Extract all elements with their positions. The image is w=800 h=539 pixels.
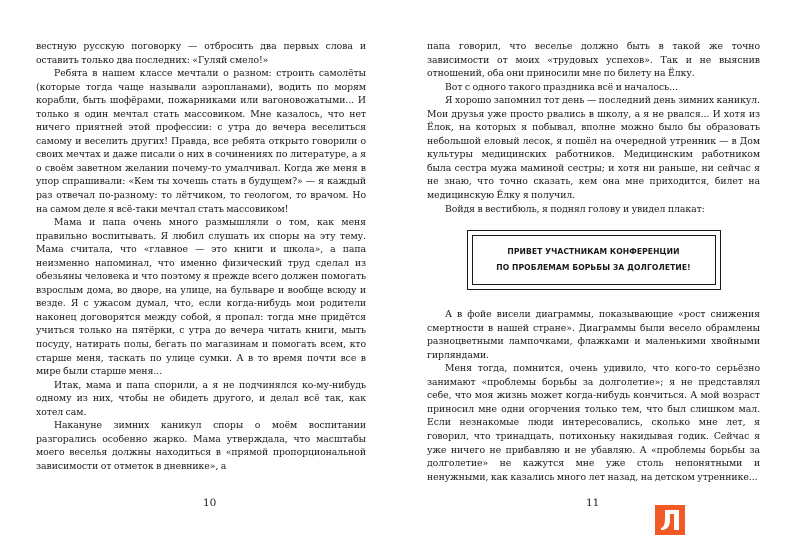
poster-line-2: ПО ПРОБЛЕМАМ БОРЬБЫ ЗА ДОЛГОЛЕТИЕ!: [496, 263, 691, 273]
right-paragraph-1: папа говорил, что веселье должно быть в такой же точно зависимости от моих «трудовых успехов». Так и не выяснив отношений, оба они приносили мне по билету на Ёлку.: [427, 41, 760, 80]
right-paragraph-6: Меня тогда, помнится, очень удивило, что кого-то серьёзно занимают «проблемы борьбы за долголетие»; я не представлял себе, что моя жизнь может когда-нибудь кончиться. А мой возраст приносил мне одни огорчения только тем, что был слишком мал. Если незнакомые люди интересовались, сколько мне лет, я говорил, что тринадцать, потихоньку накидывая годик. Сейчас я уже ничего не прибавляю и не убавляю. А «проблемы борьбы за долголетие» не кажутся мне уже столь непонятными и ненужными, как казались много лет назад, на детском утреннике...: [427, 363, 760, 483]
right-page: [427, 40, 760, 484]
poster-frame: [467, 230, 721, 290]
left-paragraph-1: вестную русскую поговорку — отбросить два первых слова и оставить только два последних: «Гуляй смело!»: [36, 41, 366, 66]
poster-line-1: ПРИВЕТ УЧАСТНИКАМ КОНФЕРЕНЦИИ: [507, 247, 680, 257]
page-number-right: 11: [586, 497, 600, 509]
right-paragraph-5: А в фойе висели диаграммы, показывающие «рост снижения смертности в нашей стране». Диаграммы были весело обрамлены разноцветными лампочками, флажками и маленькими хвойными гирляндами.: [427, 309, 760, 361]
left-page: [36, 40, 366, 474]
left-paragraph-2: Ребята в нашем классе мечтали о разном: строить самолёты (которые тогда чаще называли аэропланами), водить по морям корабли, быть шофёрами, пожарниками или вагоновожатыми... И только я один мечтал стать массовиком. Мне казалось, что нет ничего приятней этой профессии: с утра до вечера веселиться самому и веселить других! Правда, все ребята открыто говорили о своих мечтах и даже писали о них в сочинениях по литературе, а я о своём заветном желании почему-то умалчивал. Когда же меня в упор спрашивали: «Кем ты хочешь стать в будущем?» — я каждый раз отвечал по-разному: то лётчиком, то геологом, то врачом. Но на самом деле я всё-таки мечтал стать массовиком!: [36, 68, 366, 215]
poster-text-box: [472, 235, 716, 285]
right-paragraph-3: Я хорошо запомнил тот день — последний день зимних каникул. Мои друзья уже просто рвались в школу, а я не рвался... И хотя из Ёлок, на которых я побывал, вполне можно было бы образовать небольшой еловый лесок, я пошёл на очередной утренник — в Дом культуры медицинских работников. Медицинским работником была сестра мужа маминой сестры; и хотя ни раньше, ни сейчас я не знаю, что точно сказать, кем она мне приходится, билет на медицинскую Ёлку я получил.: [427, 95, 761, 202]
litres-logo-icon: [653, 503, 687, 537]
right-paragraph-2: Вот с одного такого праздника всё и началось...: [445, 81, 678, 93]
right-paragraph-4: Войдя в вестибюль, я поднял голову и увидел плакат:: [445, 203, 705, 215]
left-paragraph-4: Итак, мама и папа спорили, а я не подчинялся ко-му-нибудь одному из них, чтобы не обидеть другого, и делал всё так, как хотел сам.: [36, 379, 366, 418]
logo-badge-shape: [655, 505, 685, 535]
left-paragraph-3: Мама и папа очень много размышляли о том, как меня правильно воспитывать. Я любил слушать их споры на эту тему. Мама считала, что «главное — это книги и школа», а папа неизменно напоминал, что именно физический труд сделал из обезьяны человека и что поэтому я прежде всего должен помогать взрослым дома, во дворе, на улице, на бульваре и вообще всюду и везде. Я с ужасом думал, что, если когда-нибудь мои родители наконец договорятся между собой, я пропал: тогда мне придётся учиться только на пятёрки, с утра до вечера читать книги, мыть посуду, натирать полы, бегать по магазинам и помогать всем, кто старше меня, таскать по улице сумки. А в то время почти все в мире были старше меня...: [36, 217, 366, 378]
left-paragraph-5: Накануне зимних каникул споры о моём воспитании разгорались особенно жарко. Мама утверждала, что масштабы моего веселья должны находиться в «прямой пропорциональной зависимости от отметок в дневнике», а: [36, 420, 366, 472]
page-number-left: 10: [203, 497, 217, 509]
